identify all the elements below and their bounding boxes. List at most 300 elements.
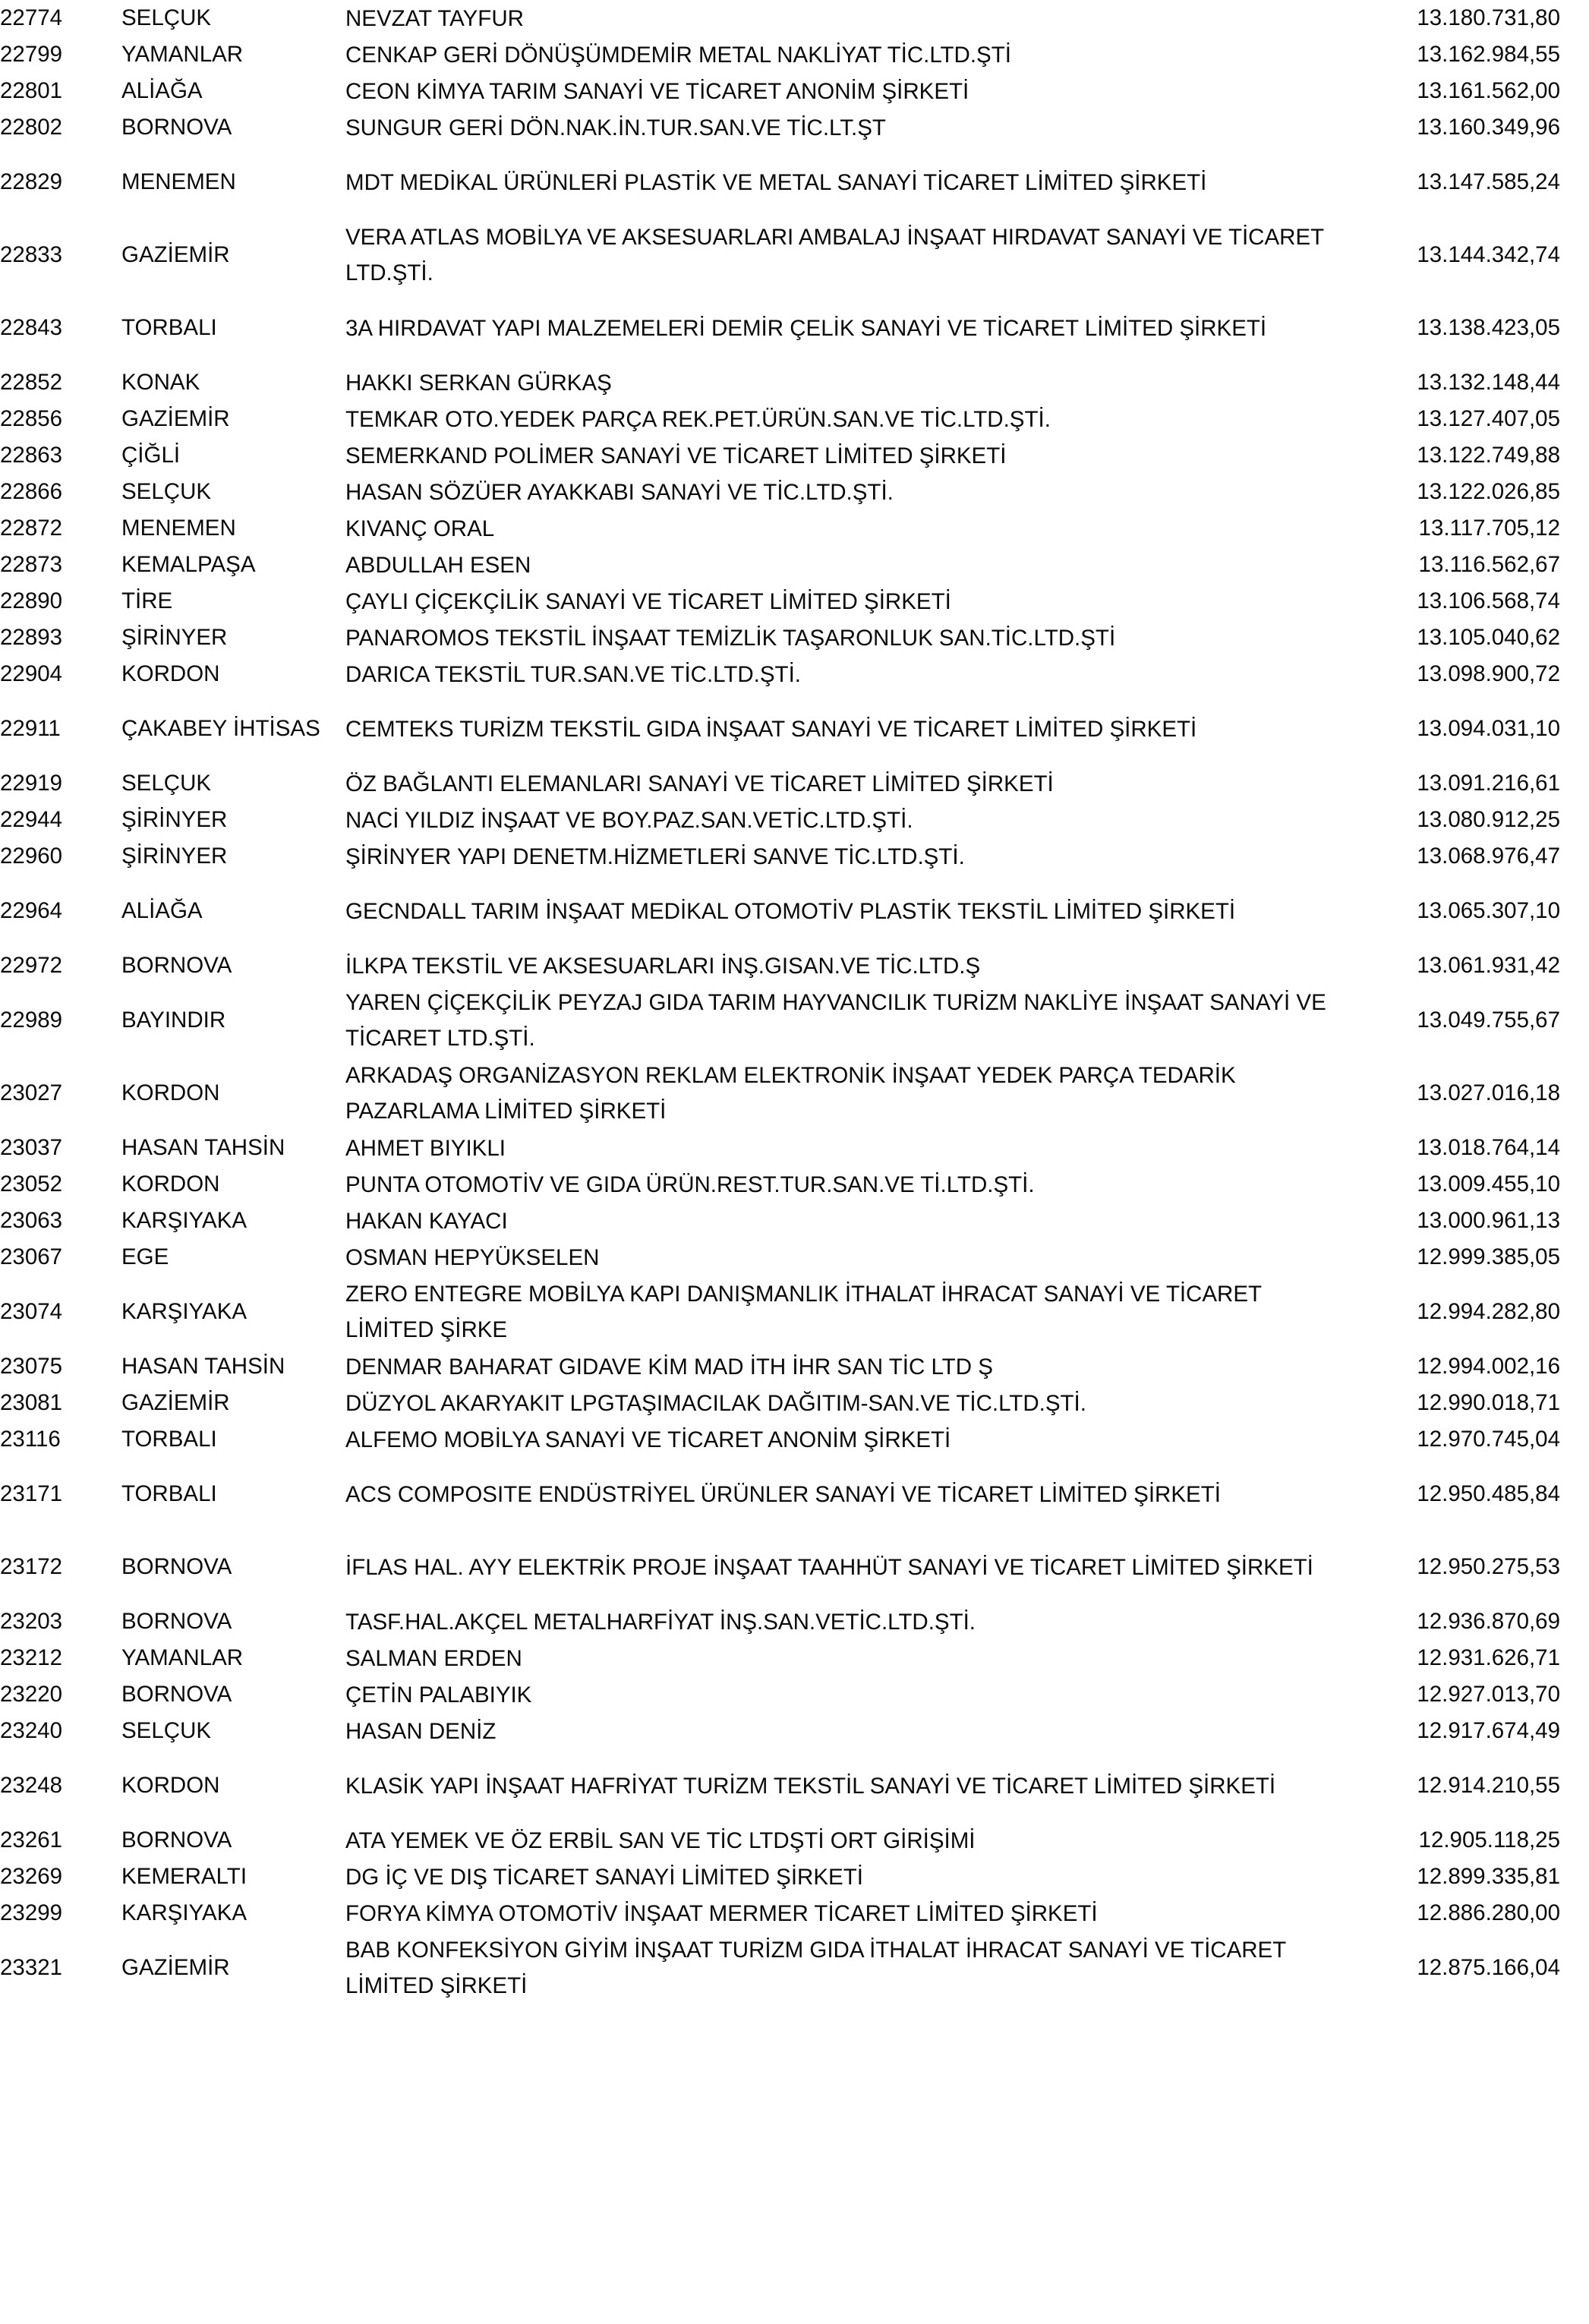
- row-debt-amount: 12.931.626,71: [1417, 1645, 1560, 1671]
- column-gap: [326, 0, 345, 36]
- taxpayer-name-text: MDT MEDİKAL ÜRÜNLERİ PLASTİK VE METAL SANAYİ TİCARET LİMİTED ŞİRKETİ: [345, 169, 1207, 195]
- row-right-padding: [1560, 73, 1589, 109]
- column-gap: [326, 1640, 345, 1676]
- taxpayer-name-text: ZERO ENTEGRE MOBİLYA KAPI DANIŞMANLIK İTHALAT İHRACAT SANAYİ VE TİCARET LİMİTED ŞİRKE: [345, 1282, 1262, 1342]
- row-right-padding: [1560, 474, 1589, 510]
- column-gap: [102, 1895, 121, 1931]
- column-gap: [326, 1895, 345, 1931]
- row-taxpayer-name: [345, 1749, 1332, 1822]
- row-taxpayer-name: [345, 109, 1332, 146]
- table-row: [0, 1931, 1589, 2004]
- row-debt-amount: 12.990.018,71: [1417, 1390, 1560, 1416]
- row-sequence-number: 22856: [0, 406, 63, 432]
- row-right-padding: [1560, 1859, 1589, 1895]
- row-tax-office: KARŞIYAKA: [121, 1299, 247, 1325]
- column-gap: [326, 1931, 345, 2004]
- row-taxpayer-name: [345, 875, 1332, 948]
- row-tax-office: GAZİEMİR: [121, 242, 230, 268]
- row-sequence-number: 23116: [0, 1427, 61, 1452]
- row-sequence-number: 22989: [0, 1007, 63, 1033]
- table-row: [0, 838, 1589, 875]
- table-row: [0, 1531, 1589, 1603]
- row-tax-office: SELÇUK: [121, 479, 212, 505]
- row-sequence-number: 23321: [0, 1955, 63, 1981]
- row-tax-office: GAZİEMİR: [121, 1955, 230, 1981]
- row-tax-office: KARŞIYAKA: [121, 1208, 247, 1234]
- row-debt-amount: 12.899.335,81: [1417, 1864, 1560, 1890]
- row-tax-office: TİRE: [121, 588, 173, 614]
- row-right-padding: [1560, 656, 1589, 692]
- row-taxpayer-name: [345, 474, 1332, 510]
- row-debt-amount: 13.018.764,14: [1417, 1135, 1560, 1161]
- row-sequence-number: 22911: [0, 716, 61, 742]
- row-right-padding: [1560, 1057, 1589, 1130]
- row-taxpayer-name: [345, 1931, 1332, 2004]
- row-sequence-number: 22872: [0, 516, 63, 541]
- column-gap: [102, 1603, 121, 1640]
- column-gap: [102, 1531, 121, 1603]
- row-tax-office: YAMANLAR: [121, 42, 244, 68]
- row-tax-office: TORBALI: [121, 1481, 217, 1507]
- taxpayer-name-text: İFLAS HAL. AYY ELEKTRİK PROJE İNŞAAT TAAHHÜT SANAYİ VE TİCARET LİMİTED ŞİRKETİ: [345, 1554, 1313, 1580]
- taxpayer-name-text: ÖZ BAĞLANTI ELEMANLARI SANAYİ VE TİCARET LİMİTED ŞİRKETİ: [345, 771, 1054, 796]
- row-right-padding: [1560, 146, 1589, 219]
- row-tax-office: GAZİEMİR: [121, 1390, 230, 1416]
- table-row: [0, 1458, 1589, 1531]
- row-sequence-number: 22972: [0, 953, 63, 979]
- taxpayer-name-text: CEMTEKS TURİZM TEKSTİL GIDA İNŞAAT SANAYİ VE TİCARET LİMİTED ŞİRKETİ: [345, 716, 1197, 742]
- row-tax-office: HASAN TAHSİN: [121, 1135, 285, 1161]
- row-tax-office: BAYINDIR: [121, 1007, 226, 1033]
- row-right-padding: [1560, 1822, 1589, 1859]
- row-sequence-number: 23261: [0, 1827, 63, 1853]
- row-right-padding: [1560, 364, 1589, 401]
- table-row: [0, 437, 1589, 474]
- table-row: [0, 36, 1589, 73]
- table-row: [0, 948, 1589, 984]
- row-sequence-number: 23171: [0, 1481, 63, 1507]
- row-right-padding: [1560, 1239, 1589, 1276]
- row-right-padding: [1560, 1531, 1589, 1603]
- column-gap: [102, 984, 121, 1057]
- table-row: [0, 1057, 1589, 1130]
- column-gap: [326, 510, 345, 547]
- column-gap: [102, 1057, 121, 1130]
- column-gap: [102, 838, 121, 875]
- taxpayer-name-text: SUNGUR GERİ DÖN.NAK.İN.TUR.SAN.VE TİC.LT.ŞT: [345, 115, 886, 140]
- row-taxpayer-name: [345, 401, 1332, 437]
- row-right-padding: [1560, 219, 1589, 292]
- row-taxpayer-name: [345, 73, 1332, 109]
- row-tax-office: YAMANLAR: [121, 1645, 244, 1671]
- row-taxpayer-name: [345, 656, 1332, 692]
- row-debt-amount: 13.132.148,44: [1417, 370, 1560, 396]
- column-gap: [102, 146, 121, 219]
- row-taxpayer-name: [345, 1676, 1332, 1713]
- taxpayer-name-text: ŞİRİNYER YAPI DENETM.HİZMETLERİ SANVE TİC.LTD.ŞTİ.: [345, 844, 965, 869]
- table-row: [0, 1166, 1589, 1203]
- column-gap: [102, 1348, 121, 1385]
- row-right-padding: [1560, 437, 1589, 474]
- row-debt-amount: 13.094.031,10: [1417, 716, 1560, 742]
- row-right-padding: [1560, 1166, 1589, 1203]
- row-taxpayer-name: [345, 1421, 1332, 1458]
- row-right-padding: [1560, 547, 1589, 583]
- table-row: [0, 1640, 1589, 1676]
- row-sequence-number: 23248: [0, 1773, 63, 1799]
- row-sequence-number: 22774: [0, 5, 63, 31]
- row-taxpayer-name: [345, 1166, 1332, 1203]
- taxpayer-name-text: PANAROMOS TEKSTİL İNŞAAT TEMİZLİK TAŞARONLUK SAN.TİC.LTD.ŞTİ: [345, 625, 1116, 651]
- row-taxpayer-name: [345, 1713, 1332, 1749]
- column-gap: [102, 948, 121, 984]
- row-debt-amount: 12.936.870,69: [1417, 1609, 1560, 1635]
- row-sequence-number: 22944: [0, 807, 63, 833]
- column-gap: [102, 1822, 121, 1859]
- table-row: [0, 656, 1589, 692]
- row-tax-office: KONAK: [121, 370, 200, 396]
- column-gap: [102, 1276, 121, 1348]
- row-tax-office: HASAN TAHSİN: [121, 1354, 285, 1380]
- column-gap: [326, 1859, 345, 1895]
- taxpayer-name-text: CENKAP GERİ DÖNÜŞÜMDEMİR METAL NAKLİYAT TİC.LTD.ŞTİ: [345, 42, 1011, 68]
- column-gap: [102, 1713, 121, 1749]
- column-gap: [326, 1203, 345, 1239]
- row-right-padding: [1560, 36, 1589, 73]
- row-right-padding: [1560, 1385, 1589, 1421]
- row-sequence-number: 23063: [0, 1208, 63, 1234]
- column-gap: [102, 1931, 121, 2004]
- row-right-padding: [1560, 875, 1589, 948]
- column-gap: [326, 838, 345, 875]
- row-tax-office: GAZİEMİR: [121, 406, 230, 432]
- table-row: [0, 1895, 1589, 1931]
- row-debt-amount: 12.950.485,84: [1417, 1481, 1560, 1507]
- taxpayer-name-text: NACİ YILDIZ İNŞAAT VE BOY.PAZ.SAN.VETİC.LTD.ŞTİ.: [345, 807, 913, 833]
- row-tax-office: ÇİĞLİ: [121, 443, 181, 468]
- column-gap: [326, 1676, 345, 1713]
- row-sequence-number: 23299: [0, 1900, 63, 1926]
- row-debt-amount: 13.061.931,42: [1417, 953, 1560, 979]
- row-debt-amount: 12.994.282,80: [1417, 1299, 1560, 1325]
- row-sequence-number: 23212: [0, 1645, 63, 1671]
- row-tax-office: MENEMEN: [121, 169, 236, 195]
- taxpayer-name-text: HASAN DENİZ: [345, 1718, 497, 1744]
- column-gap: [102, 401, 121, 437]
- row-taxpayer-name: [345, 984, 1332, 1057]
- column-gap: [326, 583, 345, 620]
- row-debt-amount: 13.122.749,88: [1417, 443, 1560, 468]
- column-gap: [326, 1458, 345, 1531]
- table-row: [0, 547, 1589, 583]
- column-gap: [102, 0, 121, 36]
- row-sequence-number: 22833: [0, 242, 63, 268]
- row-sequence-number: 22852: [0, 370, 63, 396]
- column-gap: [326, 1385, 345, 1421]
- column-gap: [102, 510, 121, 547]
- row-sequence-number: 22960: [0, 844, 63, 869]
- taxpayer-name-text: AHMET BIYIKLI: [345, 1135, 506, 1161]
- column-gap: [326, 1822, 345, 1859]
- taxpayer-name-text: ABDULLAH ESEN: [345, 552, 531, 578]
- row-debt-amount: 12.914.210,55: [1417, 1773, 1560, 1799]
- row-debt-amount: 13.065.307,10: [1417, 898, 1560, 924]
- column-gap: [326, 765, 345, 802]
- column-gap: [326, 474, 345, 510]
- row-tax-office: TORBALI: [121, 1427, 217, 1452]
- row-tax-office: ŞİRİNYER: [121, 625, 228, 651]
- column-gap: [326, 1531, 345, 1603]
- column-gap: [326, 1130, 345, 1166]
- row-sequence-number: 23075: [0, 1354, 63, 1380]
- row-debt-amount: 13.117.705,12: [1418, 516, 1560, 541]
- row-taxpayer-name: [345, 364, 1332, 401]
- taxpayer-name-text: ALFEMO MOBİLYA SANAYİ VE TİCARET ANONİM ŞİRKETİ: [345, 1427, 951, 1452]
- column-gap: [102, 692, 121, 765]
- row-taxpayer-name: [345, 765, 1332, 802]
- table-row: [0, 692, 1589, 765]
- row-sequence-number: 22802: [0, 115, 63, 140]
- column-gap: [102, 1385, 121, 1421]
- row-debt-amount: 13.091.216,61: [1417, 771, 1560, 796]
- column-gap: [326, 292, 345, 364]
- column-gap: [102, 1421, 121, 1458]
- row-right-padding: [1560, 1713, 1589, 1749]
- column-gap: [102, 292, 121, 364]
- row-right-padding: [1560, 1931, 1589, 2004]
- row-debt-amount: 12.927.013,70: [1417, 1682, 1560, 1708]
- column-gap: [326, 547, 345, 583]
- row-tax-office: ALİAĞA: [121, 898, 203, 924]
- row-right-padding: [1560, 1421, 1589, 1458]
- row-debt-amount: 13.106.568,74: [1417, 588, 1560, 614]
- row-right-padding: [1560, 1348, 1589, 1385]
- row-taxpayer-name: [345, 1239, 1332, 1276]
- row-tax-office: EGE: [121, 1244, 169, 1270]
- table-row: [0, 146, 1589, 219]
- row-taxpayer-name: [345, 1276, 1332, 1348]
- row-taxpayer-name: [345, 838, 1332, 875]
- row-right-padding: [1560, 620, 1589, 656]
- row-sequence-number: 22843: [0, 315, 63, 341]
- row-tax-office: KEMERALTI: [121, 1864, 247, 1890]
- table-row: [0, 1676, 1589, 1713]
- row-tax-office: ŞİRİNYER: [121, 844, 228, 869]
- taxpayer-name-text: NEVZAT TAYFUR: [345, 5, 524, 31]
- row-tax-office: BORNOVA: [121, 115, 232, 140]
- table-row: [0, 1276, 1589, 1348]
- table-row: [0, 875, 1589, 948]
- table-row: [0, 1348, 1589, 1385]
- column-gap: [102, 1676, 121, 1713]
- table-row: [0, 1203, 1589, 1239]
- row-taxpayer-name: [345, 1640, 1332, 1676]
- column-gap: [102, 1458, 121, 1531]
- row-sequence-number: 22866: [0, 479, 63, 505]
- row-debt-amount: 13.161.562,00: [1417, 78, 1560, 104]
- row-taxpayer-name: [345, 1057, 1332, 1130]
- row-taxpayer-name: [345, 1130, 1332, 1166]
- column-gap: [326, 401, 345, 437]
- column-gap: [326, 36, 345, 73]
- table-row: [0, 1385, 1589, 1421]
- row-taxpayer-name: [345, 36, 1332, 73]
- taxpayer-name-text: KLASİK YAPI İNŞAAT HAFRİYAT TURİZM TEKSTİL SANAYİ VE TİCARET LİMİTED ŞİRKETİ: [345, 1773, 1276, 1799]
- table-row: [0, 0, 1589, 36]
- row-right-padding: [1560, 583, 1589, 620]
- row-debt-amount: 13.127.407,05: [1417, 406, 1560, 432]
- taxpayer-name-text: TEMKAR OTO.YEDEK PARÇA REK.PET.ÜRÜN.SAN.VE TİC.LTD.ŞTİ.: [345, 406, 1051, 432]
- taxpayer-name-text: ÇAYLI ÇİÇEKÇİLİK SANAYİ VE TİCARET LİMİTED ŞİRKETİ: [345, 588, 951, 614]
- row-tax-office: ALİAĞA: [121, 78, 203, 104]
- row-taxpayer-name: [345, 583, 1332, 620]
- taxpayer-name-text: 3A HIRDAVAT YAPI MALZEMELERİ DEMİR ÇELİK SANAYİ VE TİCARET LİMİTED ŞİRKETİ: [345, 315, 1267, 341]
- row-right-padding: [1560, 0, 1589, 36]
- row-sequence-number: 23240: [0, 1718, 63, 1744]
- column-gap: [102, 474, 121, 510]
- row-sequence-number: 22904: [0, 661, 63, 687]
- column-gap: [326, 948, 345, 984]
- row-debt-amount: 13.180.731,80: [1417, 5, 1560, 31]
- table-row: [0, 1859, 1589, 1895]
- row-tax-office: BORNOVA: [121, 1827, 232, 1853]
- row-debt-amount: 13.138.423,05: [1417, 315, 1560, 341]
- column-gap: [326, 437, 345, 474]
- row-debt-amount: 12.970.745,04: [1417, 1427, 1560, 1452]
- row-debt-amount: 13.122.026,85: [1417, 479, 1560, 505]
- row-tax-office: KORDON: [121, 1080, 220, 1106]
- row-taxpayer-name: [345, 1385, 1332, 1421]
- row-sequence-number: 22863: [0, 443, 63, 468]
- taxpayer-name-text: VERA ATLAS MOBİLYA VE AKSESUARLARI AMBALAJ İNŞAAT HIRDAVAT SANAYİ VE TİCARET LTD.ŞTİ.: [345, 225, 1324, 285]
- row-taxpayer-name: [345, 292, 1332, 364]
- row-right-padding: [1560, 1203, 1589, 1239]
- row-debt-amount: 12.917.674,49: [1417, 1718, 1560, 1744]
- row-tax-office: MENEMEN: [121, 516, 236, 541]
- row-sequence-number: 22829: [0, 169, 63, 195]
- row-right-padding: [1560, 765, 1589, 802]
- taxpayer-name-text: ATA YEMEK VE ÖZ ERBİL SAN VE TİC LTDŞTİ ORT GİRİŞİMİ: [345, 1827, 976, 1853]
- row-sequence-number: 23037: [0, 1135, 63, 1161]
- taxpayer-name-text: TASF.HAL.AKÇEL METALHARFİYAT İNŞ.SAN.VETİC.LTD.ŞTİ.: [345, 1609, 976, 1635]
- taxpayer-name-text: ÇETİN PALABIYIK: [345, 1682, 532, 1708]
- row-tax-office: TORBALI: [121, 315, 217, 341]
- row-sequence-number: 22964: [0, 898, 63, 924]
- column-gap: [326, 656, 345, 692]
- column-gap: [326, 146, 345, 219]
- row-debt-amount: 13.144.342,74: [1417, 242, 1560, 268]
- taxpayer-name-text: KIVANÇ ORAL: [345, 516, 495, 541]
- taxpayer-name-text: HAKKI SERKAN GÜRKAŞ: [345, 370, 612, 396]
- taxpayer-name-text: DÜZYOL AKARYAKIT LPGTAŞIMACILAK DAĞITIM-SAN.VE TİC.LTD.ŞTİ.: [345, 1390, 1086, 1416]
- row-tax-office: KARŞIYAKA: [121, 1900, 247, 1926]
- column-gap: [102, 583, 121, 620]
- row-debt-amount: 13.160.349,96: [1417, 115, 1560, 140]
- row-tax-office: SELÇUK: [121, 771, 212, 796]
- row-right-padding: [1560, 1276, 1589, 1348]
- row-taxpayer-name: [345, 1348, 1332, 1385]
- row-sequence-number: 23269: [0, 1864, 63, 1890]
- column-gap: [326, 620, 345, 656]
- row-debt-amount: 13.116.562,67: [1418, 552, 1560, 578]
- table-row: [0, 1130, 1589, 1166]
- row-taxpayer-name: [345, 1531, 1332, 1603]
- column-gap: [326, 73, 345, 109]
- row-sequence-number: 22893: [0, 625, 63, 651]
- row-debt-amount: 13.068.976,47: [1417, 844, 1560, 869]
- taxpayer-name-text: GECNDALL TARIM İNŞAAT MEDİKAL OTOMOTİV PLASTİK TEKSTİL LİMİTED ŞİRKETİ: [345, 898, 1236, 924]
- row-right-padding: [1560, 109, 1589, 146]
- column-gap: [326, 692, 345, 765]
- row-right-padding: [1560, 510, 1589, 547]
- row-right-padding: [1560, 802, 1589, 838]
- row-tax-office: KORDON: [121, 661, 220, 687]
- column-gap: [102, 1203, 121, 1239]
- row-tax-office: KEMALPAŞA: [121, 552, 256, 578]
- table-row: [0, 1713, 1589, 1749]
- row-sequence-number: 23081: [0, 1390, 63, 1416]
- row-tax-office: BORNOVA: [121, 1554, 232, 1580]
- column-gap: [102, 36, 121, 73]
- column-gap: [102, 1640, 121, 1676]
- row-tax-office: ŞİRİNYER: [121, 807, 228, 833]
- row-sequence-number: 23052: [0, 1171, 63, 1197]
- table-row: [0, 1421, 1589, 1458]
- table-row: [0, 292, 1589, 364]
- table-row: [0, 1603, 1589, 1640]
- row-tax-office: BORNOVA: [121, 1682, 232, 1708]
- column-gap: [326, 219, 345, 292]
- table-row: [0, 109, 1589, 146]
- row-sequence-number: 23220: [0, 1682, 63, 1708]
- table-row: [0, 364, 1589, 401]
- taxpayer-name-text: OSMAN HEPYÜKSELEN: [345, 1244, 600, 1270]
- column-gap: [102, 620, 121, 656]
- row-tax-office: ÇAKABEY İHTİSAS: [121, 716, 320, 742]
- row-tax-office: SELÇUK: [121, 1718, 212, 1744]
- table-row: [0, 1239, 1589, 1276]
- column-gap: [102, 1130, 121, 1166]
- column-gap: [102, 1749, 121, 1822]
- taxpayer-name-text: SALMAN ERDEN: [345, 1645, 522, 1671]
- column-gap: [326, 1239, 345, 1276]
- column-gap: [326, 364, 345, 401]
- row-taxpayer-name: [345, 948, 1332, 984]
- row-debt-amount: 13.049.755,67: [1417, 1007, 1560, 1033]
- row-taxpayer-name: [345, 1458, 1332, 1531]
- taxpayer-name-text: DENMAR BAHARAT GIDAVE KİM MAD İTH İHR SAN TİC LTD Ş: [345, 1354, 993, 1380]
- column-gap: [326, 1057, 345, 1130]
- row-taxpayer-name: [345, 547, 1332, 583]
- row-right-padding: [1560, 692, 1589, 765]
- taxpayer-name-text: İLKPA TEKSTİL VE AKSESUARLARI İNŞ.GISAN.VE TİC.LTD.Ş: [345, 953, 981, 979]
- taxpayer-name-text: HAKAN KAYACI: [345, 1208, 508, 1234]
- row-sequence-number: 23203: [0, 1609, 63, 1635]
- column-gap: [102, 437, 121, 474]
- row-right-padding: [1560, 984, 1589, 1057]
- row-right-padding: [1560, 401, 1589, 437]
- row-debt-amount: 12.905.118,25: [1418, 1827, 1560, 1853]
- column-gap: [326, 1713, 345, 1749]
- row-debt-amount: 13.080.912,25: [1417, 807, 1560, 833]
- column-gap: [326, 1603, 345, 1640]
- row-debt-amount: 12.994.002,16: [1417, 1354, 1560, 1380]
- taxpayer-name-text: ARKADAŞ ORGANİZASYON REKLAM ELEKTRONİK İNŞAAT YEDEK PARÇA TEDARİK PAZARLAMA LİMİTED ŞİRKETİ: [345, 1063, 1236, 1124]
- column-gap: [326, 109, 345, 146]
- taxpayer-name-text: HASAN SÖZÜER AYAKKABI SANAYİ VE TİC.LTD.ŞTİ.: [345, 479, 894, 505]
- taxpayer-name-text: DG İÇ VE DIŞ TİCARET SANAYİ LİMİTED ŞİRKETİ: [345, 1864, 863, 1890]
- table-row: [0, 984, 1589, 1057]
